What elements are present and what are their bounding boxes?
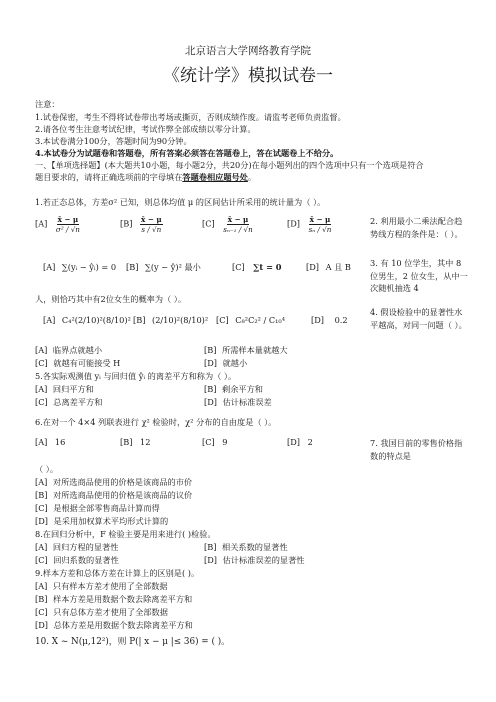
q5-option-d-label: [D] — [204, 397, 217, 407]
q2-option-b[interactable] — [126, 263, 201, 271]
q1-option-d-denominator: sₙ / √n — [308, 225, 332, 235]
q1-option-b-denominator: s / √n — [141, 225, 162, 235]
q2-option-c[interactable] — [232, 263, 281, 271]
q8-option-b-text: 相关系数的显著性 — [222, 542, 288, 552]
q5-option-c-text: 总离差平方和 — [53, 397, 103, 407]
exam-title: 《统计学》模拟试卷一 — [163, 66, 333, 86]
q7-option-a-text: 对所选商品使用的价格是该商品的市价 — [52, 477, 193, 487]
q1-option-c-denominator: sₙ₋₁ / √n — [223, 225, 253, 235]
q5-option-c-label: [C] — [35, 397, 48, 407]
q2-option-d-text: A 且 B — [325, 262, 351, 272]
q3-option-c[interactable] — [216, 316, 285, 324]
q3-option-d-label: [D] — [311, 315, 324, 325]
q9-option-c-label: [C] — [35, 607, 48, 617]
q8-stem: 8.在回归分析中，F 检验主要是用来进行( )检验。 — [35, 529, 216, 539]
q1-stem: 1.若正态总体，方差σ² 已知，则总体均值 μ 的区间估计所采用的统计量为（ ）。 — [35, 197, 326, 207]
q6-option-c[interactable] — [202, 438, 227, 446]
q3-stem-continuation: 人，则恰巧其中有2位女生的概率为（ ）。 — [35, 294, 187, 304]
q2-option-a-text: ∑(yᵢ − ŷᵢ) = 0 — [61, 262, 117, 272]
q4-option-b-label: [B] — [204, 345, 217, 355]
q1-option-b[interactable] — [120, 216, 163, 233]
q2-option-d-label: [D] — [306, 262, 319, 272]
q9-option-b-text: 样本方差是用数据个数去除离差平方和 — [53, 594, 193, 604]
q3-option-c-text: C₈²C₂² / C₁₀⁴ — [235, 315, 285, 325]
q9-stem: 9.样本方差和总体方差在计算上的区别是( )。 — [35, 568, 200, 578]
section1-title-end: 。 — [247, 172, 257, 182]
q6-option-a-label: [A] — [35, 437, 48, 447]
q8-option-b[interactable] — [204, 543, 288, 551]
q5-option-d[interactable] — [204, 398, 272, 406]
q3-option-b-label: [B] — [133, 315, 146, 325]
q7-option-a[interactable] — [35, 478, 192, 486]
q7-option-d-text: 是采用加权算术平均形式计算的 — [53, 516, 169, 526]
section1-title-line1: 一、【单项选择题】(本大题共10小题，每小题2分，共20分)在每小题列出的四个选项中只有一个选项是符合 — [35, 160, 424, 170]
q2-option-c-label: [C] — [232, 262, 245, 272]
q1-option-d[interactable] — [287, 216, 332, 233]
university-name: 北京语言大学网络教育学院 — [185, 45, 311, 57]
section1-title-text: 题目要求的，请将正确选项前的字母填在 — [35, 172, 183, 182]
section1-answer-location: 答题卷相应题号处 — [182, 172, 248, 182]
q4-option-d-label: [D] — [204, 358, 217, 368]
q3-option-a-label: [A] — [43, 315, 56, 325]
q7-option-b[interactable] — [35, 491, 192, 499]
q6-option-b-label: [B] — [120, 437, 133, 447]
q5-option-a[interactable] — [35, 385, 94, 393]
q6-option-a[interactable] — [35, 438, 65, 446]
q1-option-c-label: [C] — [202, 218, 215, 229]
q7-stem: 7. 我国目前的零售价格指数的特点是 — [370, 438, 463, 461]
q7-option-d-label: [D] — [35, 516, 48, 526]
q1-option-c-numerator: x̄ − μ — [227, 215, 249, 224]
q7-stem-continuation: （ ）。 — [35, 464, 59, 474]
q3-option-b-text: (2/10)²(8/10)² — [152, 315, 209, 325]
q9-option-b[interactable] — [35, 595, 192, 603]
q7-option-b-label: [B] — [35, 490, 48, 500]
q5-option-a-text: 回归平方和 — [52, 384, 94, 394]
q9-option-d-text: 总体方差是用数据个数去除离差平方和 — [53, 620, 193, 630]
q8-option-c-text: 回归系数的显著性 — [53, 555, 119, 565]
q4-option-c[interactable] — [35, 359, 120, 367]
q3-option-d-text: 0.2 — [334, 315, 348, 325]
q4-stem: 4. 假设检验中的显著性水平越高，对同一问题（ ）。 — [370, 307, 467, 330]
q2-option-d[interactable] — [306, 263, 351, 271]
q1-option-b-numerator: x̄ − μ — [141, 215, 162, 224]
q6-option-c-text: 9 — [222, 437, 228, 447]
q3-option-c-label: [C] — [216, 315, 229, 325]
section1-title-line2 — [35, 173, 256, 181]
q9-option-a-text: 只有样本方差才使用了全部数据 — [52, 581, 168, 591]
q3-option-a-text: C₄²(2/10)²(8/10)² — [61, 315, 131, 325]
q2-option-a-label: [A] — [43, 262, 56, 272]
q4-option-c-text: 就越有可能接受 H — [53, 358, 121, 368]
q4-option-c-label: [C] — [35, 358, 48, 368]
q2-option-a[interactable] — [43, 263, 116, 271]
q1-option-a-label: [A] — [35, 218, 48, 229]
q6-stem: 6.在对一个 4×4 列联表进行 χ² 检验时，χ² 分布的自由度是（ ）。 — [35, 417, 277, 427]
q9-option-a[interactable] — [35, 582, 168, 590]
q4-option-b-text: 所需样本量就越大 — [222, 345, 288, 355]
q5-option-c[interactable] — [35, 398, 102, 406]
q2-stem: 2. 利用最小二乘法配合趋势线方程的条件是：（ ）。 — [370, 216, 463, 239]
q3-stem: 3. 有 10 位学生，其中 8 位男生，2 位女生，从中一次随机抽选 4 — [370, 258, 468, 293]
note-1: 1.试卷保密，考生不得将试卷带出考场或撕页，否则成绩作废。请监考老师负责监督。 — [35, 112, 346, 122]
q8-option-a-text: 回归方程的显著性 — [52, 542, 119, 552]
q3-option-b[interactable] — [133, 316, 208, 324]
q4-option-a[interactable] — [35, 346, 102, 354]
q7-option-d[interactable] — [35, 517, 168, 525]
q8-option-a-label: [A] — [35, 542, 48, 552]
q1-option-c[interactable] — [202, 216, 254, 233]
q2-option-b-label: [B] — [126, 262, 139, 272]
q2-option-c-text: ∑t = 0 — [253, 262, 282, 272]
q9-option-a-label: [A] — [35, 581, 48, 591]
q8-option-d-label: [D] — [204, 555, 217, 565]
q8-option-d-text: 估计标准误差的显著性 — [222, 555, 305, 565]
q1-option-b-label: [B] — [120, 218, 133, 229]
q5-option-d-text: 估计标准误差 — [222, 397, 272, 407]
q5-stem: 5.各实际观测值 yᵢ 与回归值 ŷᵢ 的离差平方和称为（ ）。 — [35, 371, 237, 381]
q8-option-c[interactable] — [35, 556, 119, 564]
note-3: 3.本试卷满分100分，答题时间为90分钟。 — [35, 136, 192, 146]
q9-option-d[interactable] — [35, 621, 193, 629]
q9-option-b-label: [B] — [35, 594, 48, 604]
q6-option-d-label: [D] — [287, 437, 300, 447]
q1-option-a-numerator: x̄ − μ — [57, 215, 79, 224]
q9-option-d-label: [D] — [35, 620, 48, 630]
q7-option-c-text: 是根据全部零售商品计算而得 — [53, 503, 160, 513]
q7-option-b-text: 对所选商品使用的价格是该商品的议价 — [53, 490, 193, 500]
q2-option-b-text: ∑(y − ŷ)² 最小 — [145, 262, 201, 272]
q5-option-a-label: [A] — [35, 384, 48, 394]
q4-option-a-label: [A] — [35, 345, 48, 355]
q1-option-a-denominator: σ² / √n — [55, 225, 80, 235]
q7-option-c-label: [C] — [35, 503, 48, 513]
q3-option-d[interactable] — [311, 316, 348, 324]
q8-option-c-label: [C] — [35, 555, 48, 565]
q8-option-a[interactable] — [35, 543, 118, 551]
q7-option-c[interactable] — [35, 504, 160, 512]
q9-option-c-text: 只有总体方差才使用了全部数据 — [53, 607, 168, 617]
q3-option-a[interactable] — [43, 316, 131, 324]
q7-option-a-label: [A] — [35, 477, 48, 487]
q5-option-b-text: 剩余平方和 — [222, 384, 263, 394]
q4-option-b[interactable] — [204, 346, 288, 354]
q6-option-d-text: 2 — [307, 437, 313, 447]
q5-option-b-label: [B] — [204, 384, 217, 394]
q1-option-d-numerator: x̄ − μ — [309, 215, 331, 224]
q4-option-a-text: 临界点就越小 — [52, 345, 103, 355]
q6-option-c-label: [C] — [202, 437, 215, 447]
q9-option-c[interactable] — [35, 608, 168, 616]
notes-heading: 注意： — [35, 99, 60, 109]
q6-option-b[interactable] — [120, 438, 150, 446]
q6-option-b-text: 12 — [140, 437, 151, 447]
q8-option-b-label: [B] — [204, 542, 217, 552]
note-2: 2.请各位考生注意考试纪律，考试作弊全部成绩以零分计算。 — [35, 124, 256, 134]
q1-option-a[interactable] — [35, 216, 81, 233]
q6-option-a-text: 16 — [54, 437, 66, 447]
q4-option-d-text: 就越小 — [222, 358, 248, 368]
q6-option-d[interactable] — [287, 438, 313, 446]
note-4: 4.本试卷分为试题卷和答题卷，所有答案必须答在答题卷上，答在试题卷上不给分。 — [35, 148, 339, 158]
q4-option-d[interactable] — [204, 359, 247, 367]
q8-option-d[interactable] — [204, 556, 304, 564]
q1-option-d-label: [D] — [287, 218, 300, 229]
q5-option-b[interactable] — [204, 385, 263, 393]
q10-stem: 10. X ~ N(μ,12²)，则 P(| x − μ |≤ 36) = ( )。 — [35, 637, 230, 647]
